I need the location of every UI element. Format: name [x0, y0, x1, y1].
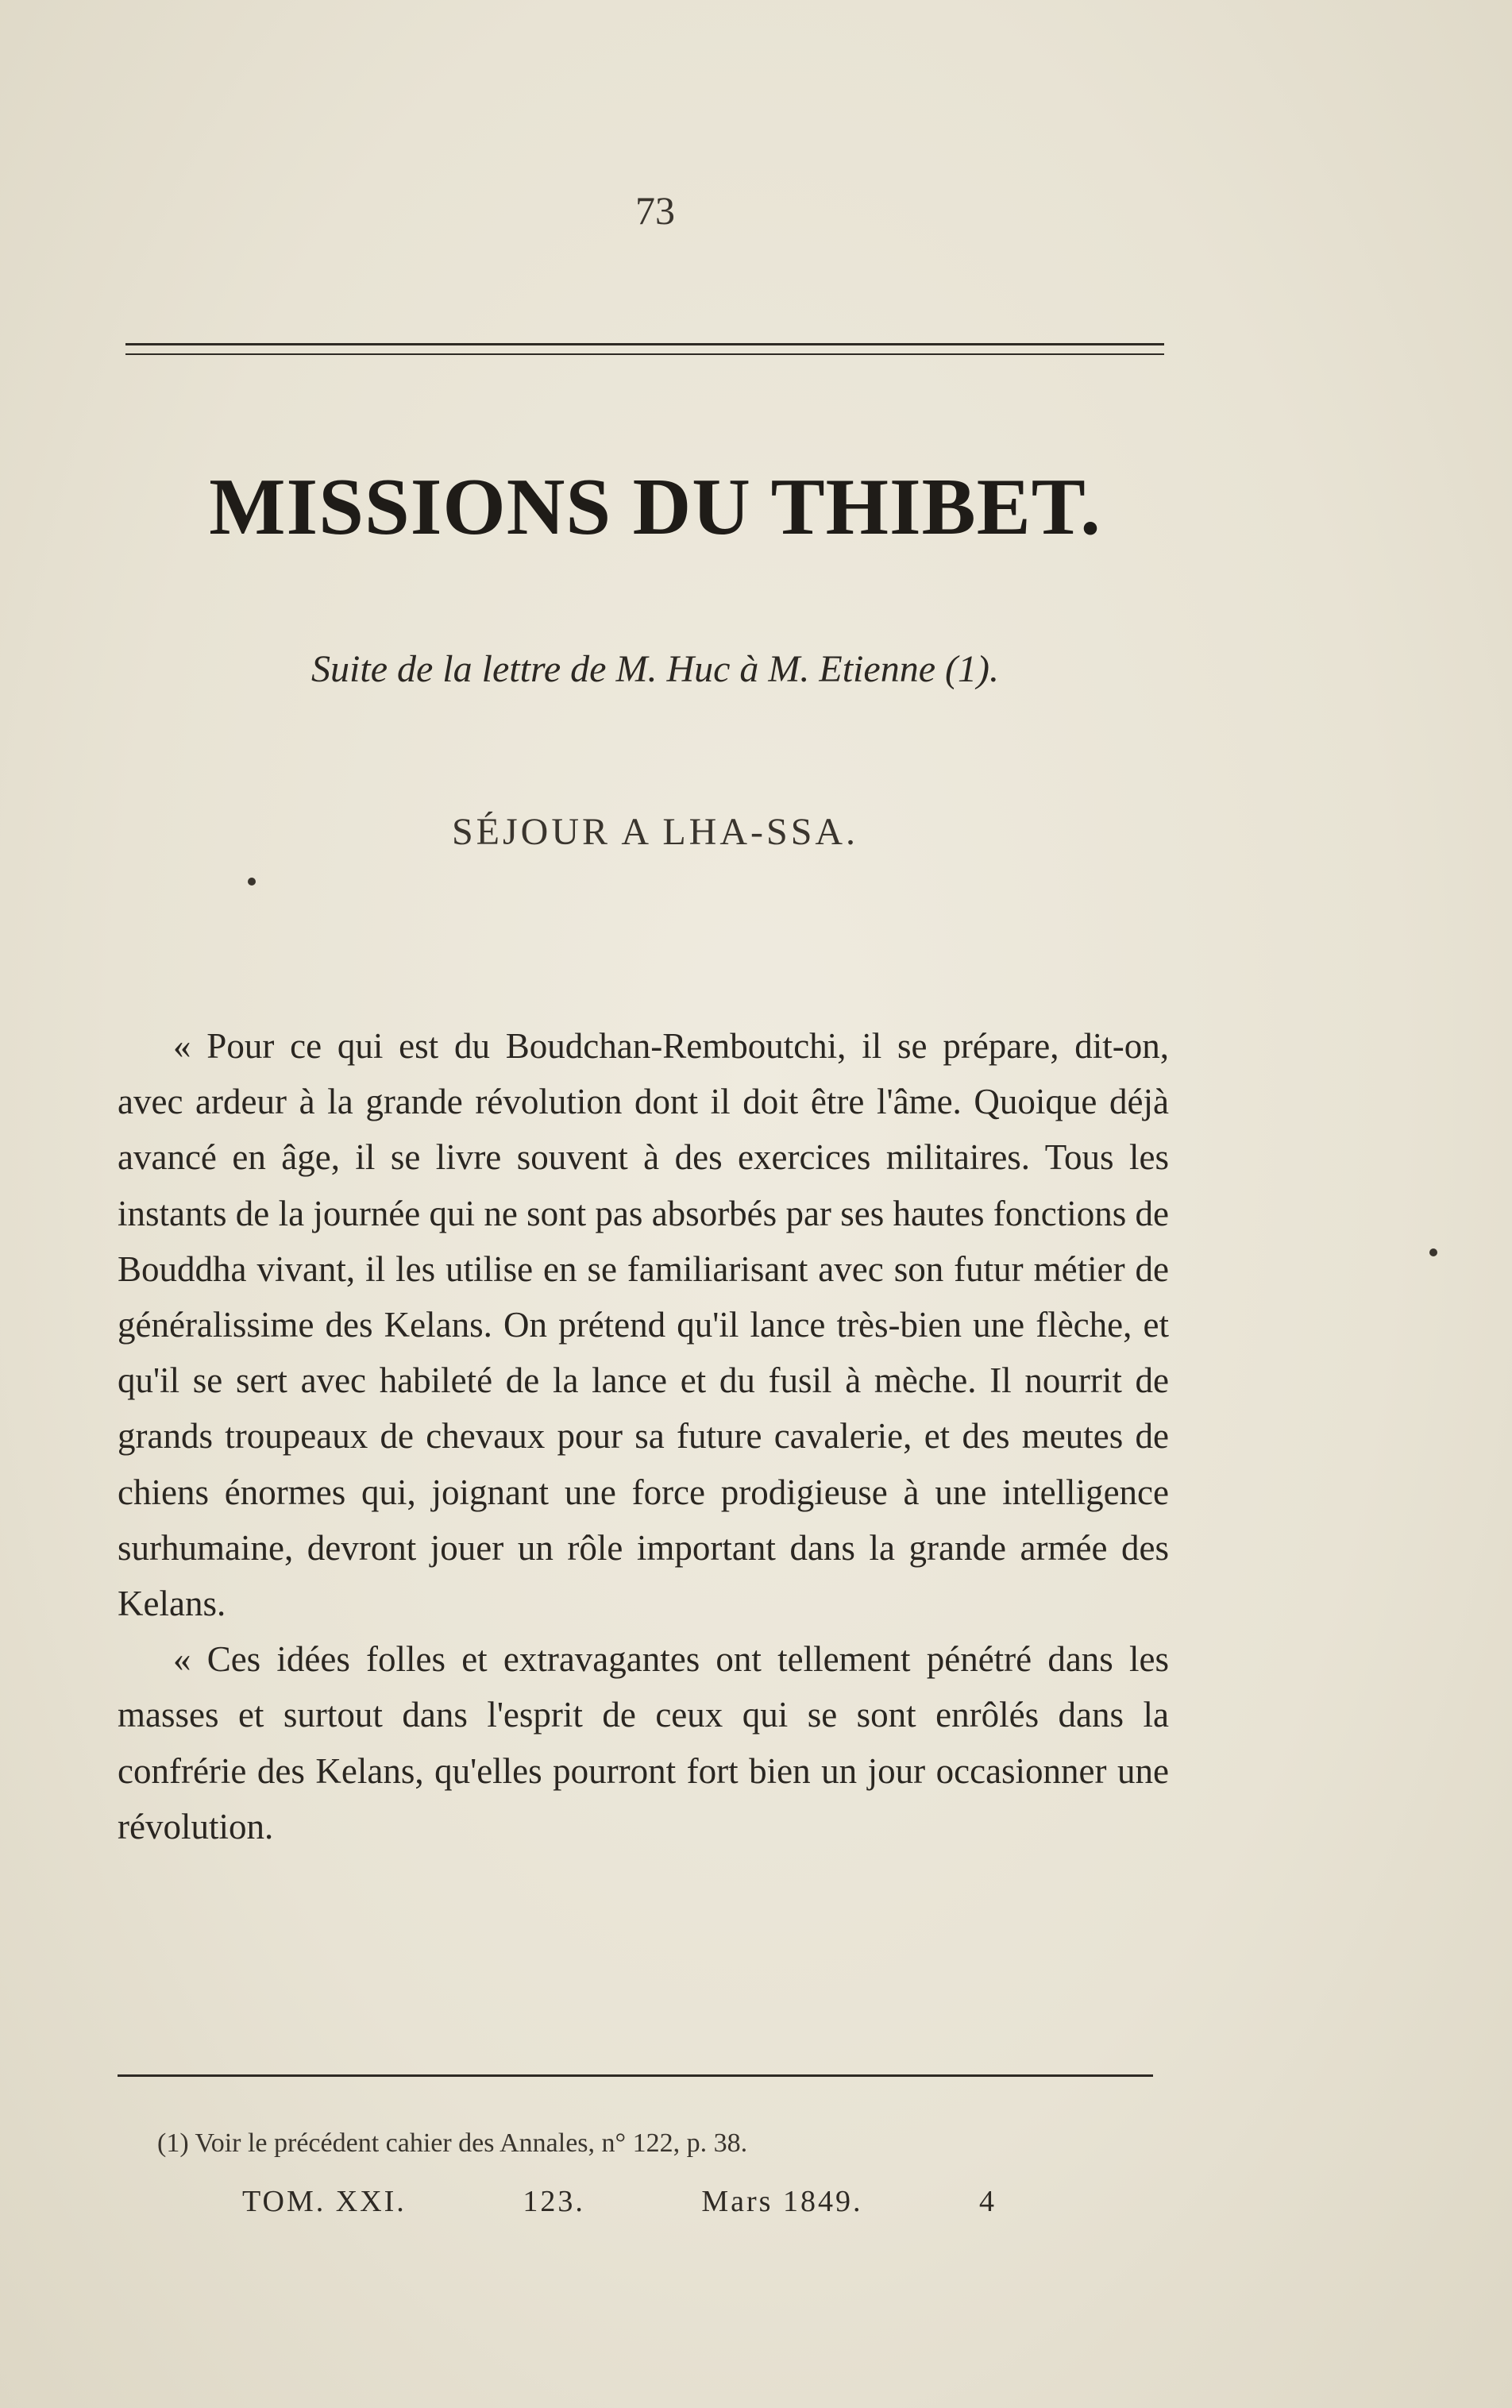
signature-line [242, 2184, 997, 2219]
signature-tome: TOM. XXI. [242, 2185, 407, 2218]
header-double-rule [125, 343, 1164, 355]
page-title: MISSIONS DU THIBET. [209, 462, 1101, 552]
signature-sheet: 4 [979, 2185, 997, 2218]
signature-date: Mars 1849. [701, 2185, 863, 2218]
body-text [118, 1018, 1169, 1854]
page-number: 73 [635, 188, 675, 233]
ink-speck [1429, 1248, 1437, 1256]
section-heading: SÉJOUR A LHA-SSA. [451, 811, 859, 853]
paragraph: « Ces idées folles et extravagantes ont tellement pénétré dans les masses et surtout dans l'esprit de ceux qui se sont enrôlés dans la confrérie des Kelans, qu'elles pourront fort bien un jour occasionner une révolution. [118, 1639, 1169, 1847]
footnote: (1) Voir le précédent cahier des Annales, n° 122, p. 38. [157, 2128, 748, 2158]
subtitle: Suite de la lettre de M. Huc à M. Etienne (1). [311, 648, 999, 690]
footnote-rule [118, 2074, 1153, 2077]
ink-speck [248, 878, 256, 886]
paragraph: « Pour ce qui est du Boudchan-Remboutchi, il se prépare, dit-on, avec ardeur à la grande révolution dont il doit être l'âme. Quoique déjà avancé en âge, il se livre souvent à des exercices militaires. Tous les instants de la journée qui ne sont pas absorbés par ses hautes fonctions de Bouddha vivant, il les utilise en se familiarisant avec son futur métier de généralissime des Kelans. On prétend qu'il lance très-bien une flèche, et qu'il se sert avec habileté de la lance et du fusil à mèche. Il nourrit de grands troupeaux de chevaux pour sa future cavalerie, et des meutes de chiens énormes qui, joignant une force prodigieuse à une intelligence surhumaine, devront jouer un rôle important dans la grande armée des Kelans. [118, 1026, 1169, 1624]
signature-issue: 123. [523, 2185, 585, 2218]
